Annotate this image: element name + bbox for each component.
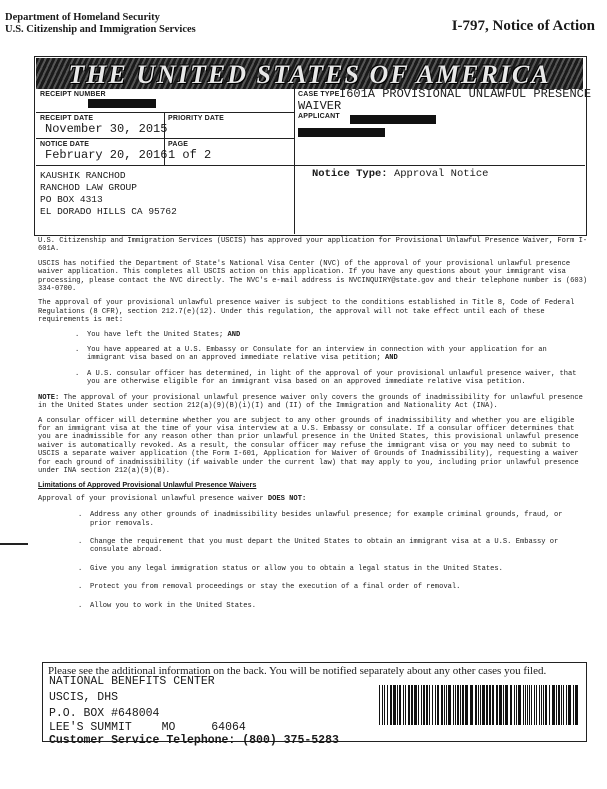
limitation-text: Allow you to work in the United States. [90, 601, 257, 610]
grid-divider [36, 112, 294, 113]
barcode-bar [399, 685, 401, 725]
barcode-bar [390, 685, 392, 725]
barcode-bar [393, 685, 396, 725]
bullet: . [75, 369, 80, 378]
barcode-bar [426, 685, 428, 725]
barcode-bar [462, 685, 464, 725]
page-value: 1 of 2 [168, 148, 212, 162]
notice-date-label: NOTICE DATE [40, 141, 90, 148]
redacted-applicant-id [298, 128, 385, 137]
barcode-bar [475, 685, 477, 725]
barcode-bar [499, 685, 502, 725]
limitations-intro-bold: DOES NOT: [267, 494, 307, 503]
barcode-bar [432, 685, 433, 725]
margin-mark [0, 543, 28, 545]
barcode-bar [561, 685, 562, 725]
receipt-date-value: November 30, 2015 [45, 122, 168, 136]
requirement-item [38, 346, 588, 363]
paragraph: A consular officer will determine whether you are subject to any other grounds of inadmissibility and whether you are eligible for an immigrant visa at the time of your visa interview at a U.S. Embassy or consulate. If a consular officer determines that you are inadmissible for any reason other than prior unlawful presence in the United States, this provisional unlawful presence waiver is automatically revoked. As a result, the consular officer may refuse the immigrant visa or you may need to submit to USCIS a separate waiver application (the Form I-601, Application for Waiver of Grounds of Inadmissibility), requesting a waiver for each ground of inadmissibility (if waivable under the current law) that may apply to you, including prior unlawful presence under INA section 212(a)(9)(B). [38, 416, 579, 475]
grid-divider [36, 138, 294, 139]
address-line: KAUSHIK RANCHOD [40, 170, 126, 181]
priority-date-label: PRIORITY DATE [168, 115, 225, 122]
barcode-bar [527, 685, 528, 725]
barcode-bar [453, 685, 454, 725]
limitation-text: Protect you from removal proceedings or stay the execution of a final order of removal. [90, 583, 461, 592]
form-title: I-797, Notice of Action [451, 18, 595, 34]
paragraph: The approval of your provisional unlawful presence waiver is subject to the conditions established in Title 8, Code of Federal Regulations (8 CFR), section 212.7(e)(12). Under this regulation, the approval will not take effect until each of these requirements is met: [38, 299, 575, 325]
return-address [49, 675, 339, 747]
redacted-receipt-number [88, 99, 156, 108]
limitation-item [38, 565, 588, 573]
barcode-bar [403, 685, 404, 725]
requirement-text: You have left the United States; [87, 330, 224, 339]
paragraph: U.S. Citizenship and Immigration Services (USCIS) has approved your application for Provisional Unlawful Presence Waiver, Form I-601A. [38, 237, 588, 254]
barcode-bar [505, 685, 508, 725]
barcode-bar [486, 685, 488, 725]
barcode-bar [552, 685, 555, 725]
barcode-bar [384, 685, 385, 725]
banner-text: THE UNITED STATES OF AMERICA [68, 60, 551, 89]
barcode-bar [510, 685, 512, 725]
barcode-bar [382, 685, 383, 725]
requirement-and: AND [385, 354, 398, 363]
barcode-bar [503, 685, 504, 725]
barcode-bar [531, 685, 532, 725]
banner [36, 58, 583, 89]
address-line: RANCHOD LAW GROUP [40, 182, 137, 193]
customer-service-phone [49, 734, 339, 747]
note-text: The approval of your provisional unlawful presence waiver only covers the grounds of inadmissibility for unlawful presence in the United States under section 212(a)(9)(B)(i)(I) and (II) of the Immigration and Nationality Act (INA). [38, 393, 583, 411]
barcode-bar [465, 685, 468, 725]
department-name: Department of Homeland Security [5, 12, 160, 23]
barcode-bar [435, 685, 436, 725]
return-address-line: P.O. BOX #648004 [49, 707, 160, 720]
limitation-text: Give you any legal immigration status or allow you to obtain a legal status in the United States. [90, 564, 503, 573]
note-paragraph [38, 394, 588, 411]
limitations-heading: Limitations of Approved Provisional Unlawful Presence Waivers [38, 480, 257, 490]
notice-type [312, 168, 488, 180]
barcode-bar [411, 685, 413, 725]
barcode-bar [478, 685, 479, 725]
barcode-bar [470, 685, 473, 725]
notice-date-value: February 20, 2016 [45, 148, 168, 162]
applicant-label: APPLICANT [298, 113, 340, 120]
barcode-bar [525, 685, 526, 725]
page-label: PAGE [168, 141, 189, 148]
barcode-bar [536, 685, 537, 725]
barcode-bar [575, 685, 578, 725]
barcode-bar [446, 685, 447, 725]
limitations-intro [38, 495, 588, 503]
back-notice: Please see the additional information on the back. You will be notified separately about any other cases you filed. [48, 665, 547, 677]
bullet: . [78, 601, 83, 610]
requirement-item [38, 370, 588, 387]
agency-name: U.S. Citizenship and Immigration Services [5, 24, 196, 35]
requirement-and: AND [227, 330, 241, 339]
barcode-bar [529, 685, 530, 725]
barcode [379, 685, 579, 725]
barcode-bar [568, 685, 571, 725]
address-line: EL DORADO HILLS CA 95762 [40, 206, 177, 217]
barcode-bar [556, 685, 557, 725]
zip: 64064 [211, 721, 246, 734]
barcode-bar [387, 685, 388, 725]
barcode-bar [492, 685, 494, 725]
bullet: . [78, 564, 83, 573]
barcode-bar [444, 685, 445, 725]
barcode-bar [545, 685, 547, 725]
bullet: . [78, 583, 83, 592]
notice-body [38, 237, 588, 617]
barcode-bar [397, 685, 398, 725]
barcode-bar [514, 685, 515, 725]
barcode-bar [523, 685, 524, 725]
limitation-text: Address any other grounds of inadmissibility besides unlawful presence; for example criminal grounds, fraud, or prior removals. [90, 511, 563, 528]
state: MO [161, 721, 176, 734]
barcode-bar [496, 685, 498, 725]
note-label: NOTE: [38, 393, 60, 402]
bullet: . [75, 330, 80, 339]
barcode-bar [421, 685, 422, 725]
limitation-item [38, 538, 588, 555]
bullet: . [78, 537, 83, 546]
requirement-item [38, 331, 588, 339]
barcode-bar [541, 685, 542, 725]
barcode-bar [543, 685, 544, 725]
requirement-text: A U.S. consular officer has determined, in light of the approval of your provisional unlawful presence waiver, that you are otherwise eligible for an immigrant visa based on an approved immediate relative visa petition. [87, 369, 577, 387]
notice-type-value: Approval Notice [393, 168, 489, 180]
case-type-label: CASE TYPE [298, 91, 340, 98]
barcode-bar [566, 685, 567, 725]
barcode-bar [414, 685, 417, 725]
barcode-bar [482, 685, 485, 725]
return-address-line: NATIONAL BENEFITS CENTER [49, 675, 215, 688]
bullet: . [78, 511, 83, 520]
barcode-bar [516, 685, 517, 725]
limitation-item [38, 511, 588, 528]
agency-header [5, 12, 196, 36]
barcode-bar [489, 685, 491, 725]
case-type-value-line2: WAIVER [298, 99, 342, 113]
return-address-line: USCIS, DHS [49, 691, 119, 704]
barcode-bar [549, 685, 550, 725]
paragraph: USCIS has notified the Department of State's National Visa Center (NVC) of the approval of your provisional unlawful presence waiver application. This completes all USCIS action on this application. If you have any questions about your immigrant visa processing, please contact the NVC directly. The NVC's e-mail address is NVCINQUIRY@state.gov and their telephone number is (603) 334-0700. [38, 259, 588, 294]
grid-divider [294, 89, 295, 234]
notice-type-label: Notice Type: [312, 168, 388, 180]
barcode-bar [539, 685, 540, 725]
limitation-text: Change the requirement that you must depart the United States to obtain an immigrant visa at a U.S. Embassy or consulate abroad. [90, 537, 559, 555]
grid-divider [36, 165, 585, 166]
return-address-line [49, 721, 339, 734]
barcode-bar [448, 685, 451, 725]
barcode-bar [480, 685, 481, 725]
receipt-date-label: RECEIPT DATE [40, 115, 94, 122]
barcode-bar [441, 685, 443, 725]
barcode-bar [534, 685, 535, 725]
barcode-bar [379, 685, 380, 725]
barcode-bar [518, 685, 521, 725]
phone-label: Customer Service Telephone: [49, 734, 236, 747]
barcode-bar [405, 685, 406, 725]
redacted-applicant-name [350, 115, 436, 124]
receipt-number-label: RECEIPT NUMBER [40, 91, 106, 98]
barcode-bar [558, 685, 560, 725]
limitation-item [38, 602, 588, 610]
mailing-address [40, 170, 177, 218]
phone-number: (800) 375-5283 [242, 734, 339, 747]
limitations-intro-text: Approval of your provisional unlawful presence waiver [38, 494, 264, 503]
barcode-bar [455, 685, 456, 725]
barcode-bar [573, 685, 574, 725]
case-type-value-line1: I601A PROVISIONAL UNLAWFUL PRESENCE [339, 87, 592, 101]
barcode-bar [437, 685, 439, 725]
barcode-bar [563, 685, 564, 725]
limitation-item [38, 583, 588, 591]
bullet: . [75, 346, 80, 355]
barcode-bar [429, 685, 430, 725]
requirement-text: You have appeared at a U.S. Embassy or Consulate for an interview in connection with your application for an immigrant visa based on an approved immediate relative visa petition; [87, 346, 547, 363]
barcode-bar [457, 685, 459, 725]
city: LEE'S SUMMIT [49, 721, 132, 734]
address-line: PO BOX 4313 [40, 194, 103, 205]
barcode-bar [423, 685, 425, 725]
barcode-bar [408, 685, 410, 725]
return-address-box [42, 662, 587, 747]
barcode-bar [460, 685, 461, 725]
barcode-bar [418, 685, 419, 725]
